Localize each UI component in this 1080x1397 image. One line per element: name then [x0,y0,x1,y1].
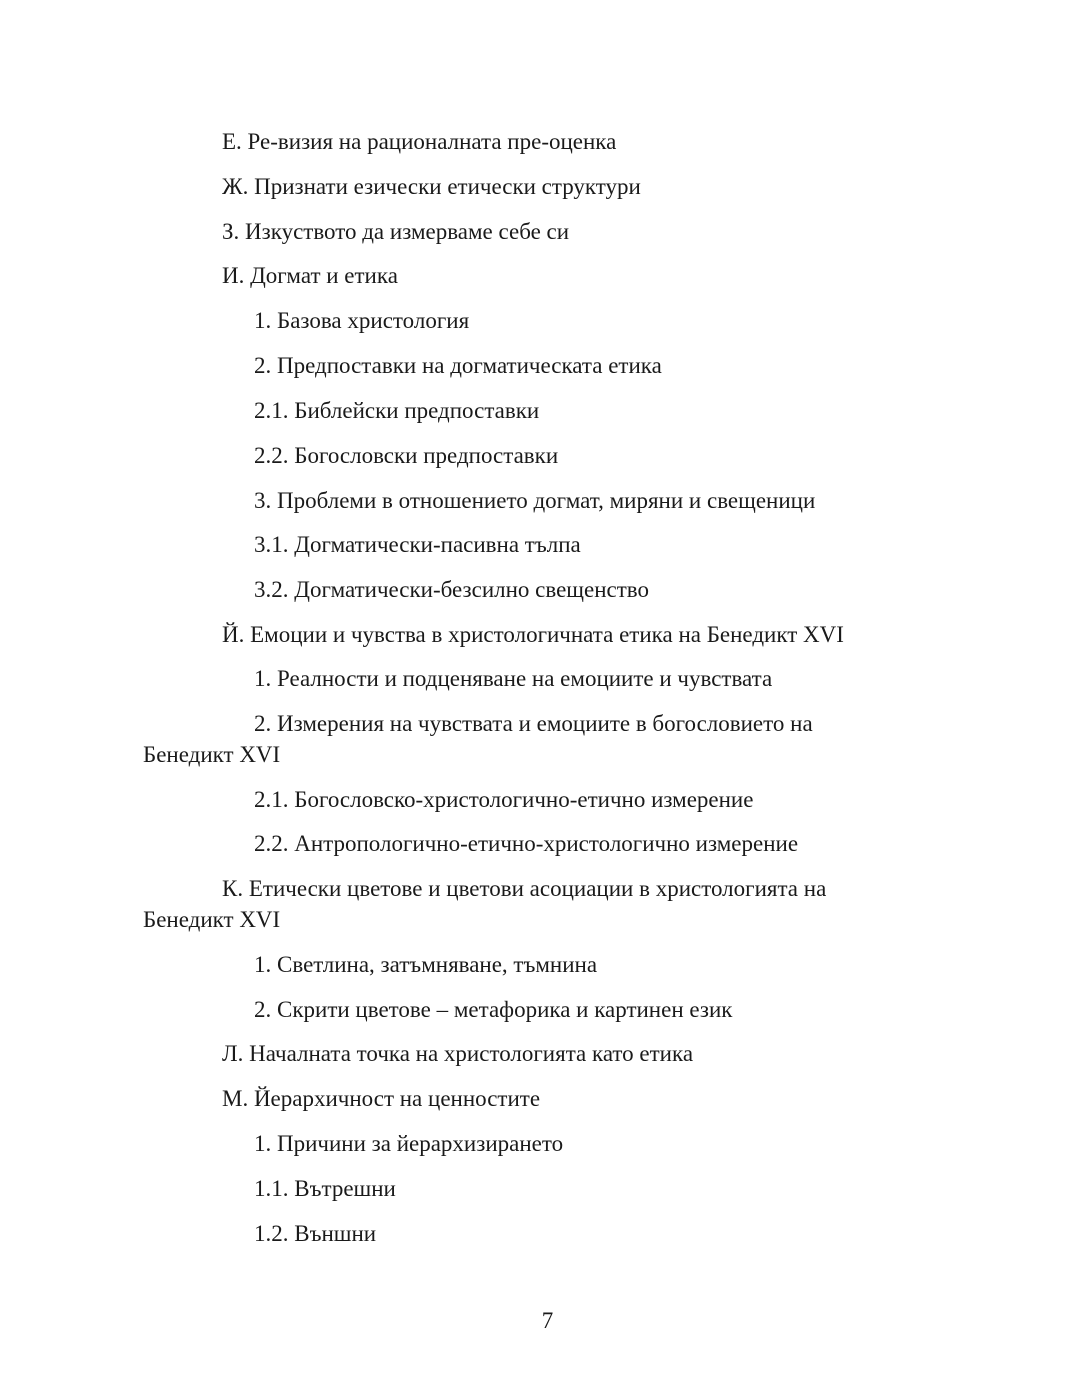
toc-subentry: 1.1. Вътрешни [254,1176,396,1201]
toc-entry-m: М. Йерархичност на ценностите [222,1086,541,1111]
toc-subentry: 2.2. Богословски предпоставки [254,443,559,468]
toc-subentry: 1. Причини за йерархизирането [254,1131,564,1156]
toc-subentry: 2. Предпоставки на догматическата етика [254,353,662,378]
toc-entry-e: Е. Ре-визия на рационалната пре-оценка [222,129,617,154]
toc-entry-l: Л. Началната точка на христологията като етика [222,1041,694,1066]
toc-subentry: 1.2. Външни [254,1221,377,1246]
toc-subentry: 2.1. Библейски предпоставки [254,398,540,423]
toc-subentry: 2.1. Богословско-христологично-етично измерение [254,787,754,812]
toc-subentry: 2. Измерения на чувствата и емоциите в богословието на [254,711,813,736]
page-number: 7 [541,1308,554,1333]
toc-subentry: 1. Светлина, затъмняване, тъмнина [254,952,598,977]
toc-entry-continuation: Бенедикт XVI [143,907,281,932]
toc-subentry: 2.2. Антропологично-етично-христологично измерение [254,831,799,856]
toc-subentry: 1. Базова христология [254,308,470,333]
toc-subentry: 3.2. Догматически-безсилно свещенство [254,577,649,602]
toc-subentry-continuation: Бенедикт XVI [143,742,281,767]
toc-entry-iy: Й. Емоции и чувства в христологичната етика на Бенедикт XVI [222,622,844,647]
toc-entry-k: К. Етически цветове и цветови асоциации в христологията на [222,876,827,901]
toc-entry-zh: Ж. Признати езически етически структури [222,174,641,199]
toc-subentry: 3. Проблеми в отношението догмат, миряни и свещеници [254,488,816,513]
toc-subentry: 1. Реалности и подценяване на емоциите и чувствата [254,666,773,691]
toc-subentry: 2. Скрити цветове – метафорика и картинен език [254,997,733,1022]
toc-entry-i: И. Догмат и етика [222,263,398,288]
toc-entry-z: З. Изкуството да измерваме себе си [222,219,570,244]
toc-subentry: 3.1. Догматически-пасивна тълпа [254,532,581,557]
